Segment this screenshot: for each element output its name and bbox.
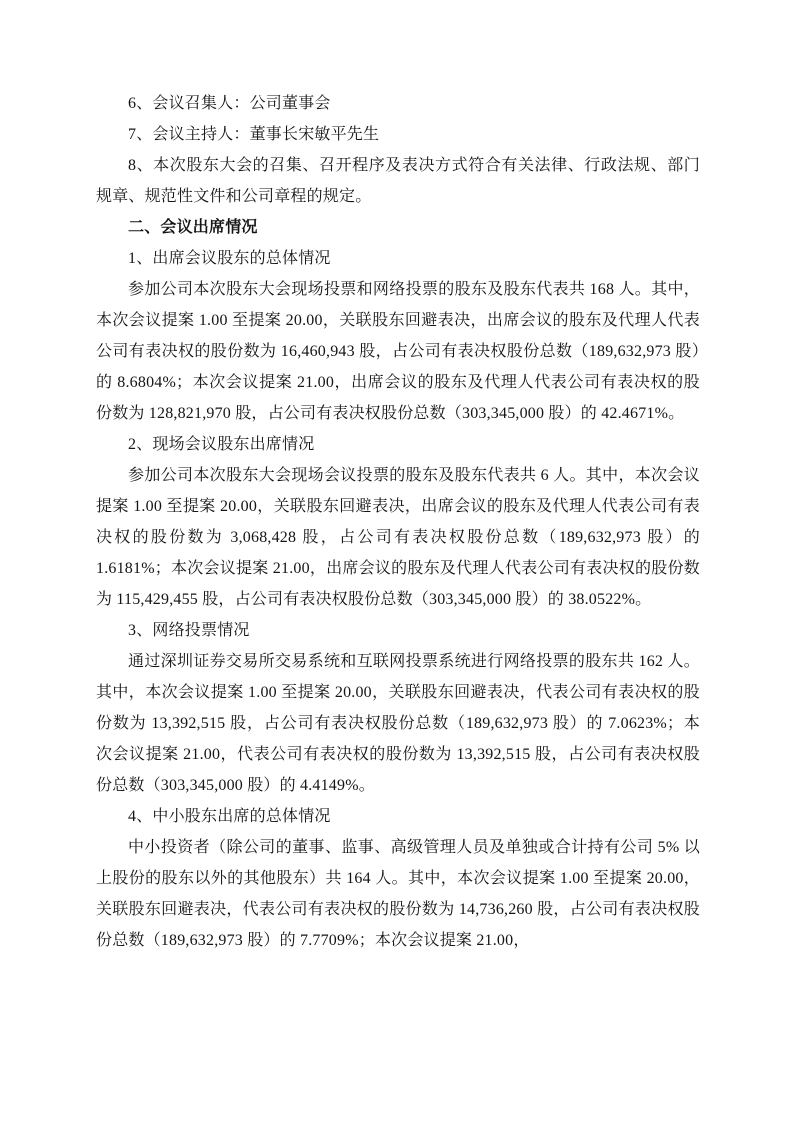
document-body bbox=[96, 88, 700, 956]
para-convener: 6、会议召集人：公司董事会 bbox=[128, 95, 331, 112]
para-minority-holders: 中小投资者（除公司的董事、监事、高级管理人员及单独或合计持有公司 5% 以上股份的股东以外的其他股东）共 164 人。其中，本次会议提案 1.00 至提案 20.00，关联股东回避表决，代表公司有表决权的股份数为 14,736,260 股，占公司有表决权股份总数（189,632,973 股）的 7.7709%；本次会议提案 21.00， bbox=[96, 839, 700, 949]
para-online-voting: 通过深圳证券交易所交易系统和互联网投票系统进行网络投票的股东共 162 人。其中，本次会议提案 1.00 至提案 20.00，关联股东回避表决，代表公司有表决权的股份数为 13,392,515 股，占公司有表决权股份总数（189,632,973 股）的 7.0623%；本次会议提案 21.00，代表公司有表决权的股份数为 13,392,515 股，占公司有表决权股份总数（303,345,000 股）的 4.4149%。 bbox=[96, 653, 700, 794]
heading-attendance-section: 二、会议出席情况 bbox=[128, 219, 258, 236]
para-compliance-statement: 8、本次股东大会的召集、召开程序及表决方式符合有关法律、行政法规、部门规章、规范性文件和公司章程的规定。 bbox=[96, 157, 700, 205]
para-onsite-attendance: 参加公司本次股东大会现场会议投票的股东及股东代表共 6 人。其中，本次会议提案 1.00 至提案 20.00，关联股东回避表决，出席会议的股东及代理人代表公司有表决权的股份数为 3,068,428 股，占公司有表决权股份总数（189,632,973 股）的 1.6181%；本次会议提案 21.00，出席会议的股东及代理人代表公司有表决权的股份数为 115,429,455 股，占公司有表决权股份总数（303,345,000 股）的 38.0522%。 bbox=[96, 467, 700, 608]
subheading-overall-attendance: 1、出席会议股东的总体情况 bbox=[128, 250, 331, 267]
para-moderator: 7、会议主持人：董事长宋敏平先生 bbox=[128, 126, 380, 143]
para-overall-attendance: 参加公司本次股东大会现场投票和网络投票的股东及股东代表共 168 人。其中，本次会议提案 1.00 至提案 20.00，关联股东回避表决，出席会议的股东及代理人代表公司有表决权的股份数为 16,460,943 股，占公司有表决权股份总数（189,632,973 股）的 8.6804%；本次会议提案 21.00，出席会议的股东及代理人代表公司有表决权的股份数为 128,821,970 股，占公司有表决权股份总数（303,345,000 股）的 42.4671%。 bbox=[96, 281, 700, 422]
subheading-onsite-attendance: 2、现场会议股东出席情况 bbox=[128, 436, 315, 453]
subheading-online-voting: 3、网络投票情况 bbox=[128, 622, 250, 639]
subheading-minority-holders: 4、中小股东出席的总体情况 bbox=[128, 808, 331, 825]
